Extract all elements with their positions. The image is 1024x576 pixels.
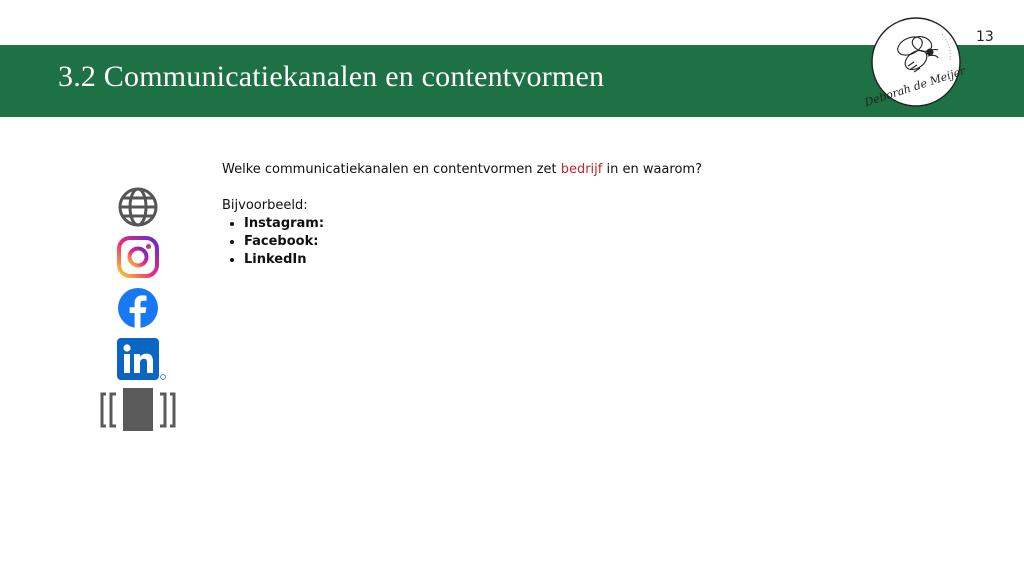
list-item: • Instagram: (244, 215, 862, 233)
linkedin-icon (117, 338, 167, 382)
deborah-de-meijer-logo (863, 16, 967, 110)
carousel-icon (98, 388, 178, 432)
list-item: • Facebook: (244, 233, 862, 251)
list-item: • LinkedIn (244, 251, 862, 269)
company-placeholder: bedrijf (560, 162, 603, 177)
question-text: Welke communicatiekanalen en contentvormen zet bedrijf in en waarom? (222, 162, 702, 177)
facebook-icon (117, 287, 159, 329)
globe-icon (117, 186, 159, 228)
content-body (222, 161, 862, 269)
example-label: Bijvoorbeeld: (222, 198, 308, 213)
instagram-icon (117, 236, 159, 278)
slide-number: 13 (976, 29, 994, 45)
channel-list (222, 215, 862, 269)
page-title: 3.2 Communicatiekanalen en contentvormen (58, 60, 605, 93)
svg-text:Deborah de Meijer: Deborah de Meijer (863, 64, 967, 110)
